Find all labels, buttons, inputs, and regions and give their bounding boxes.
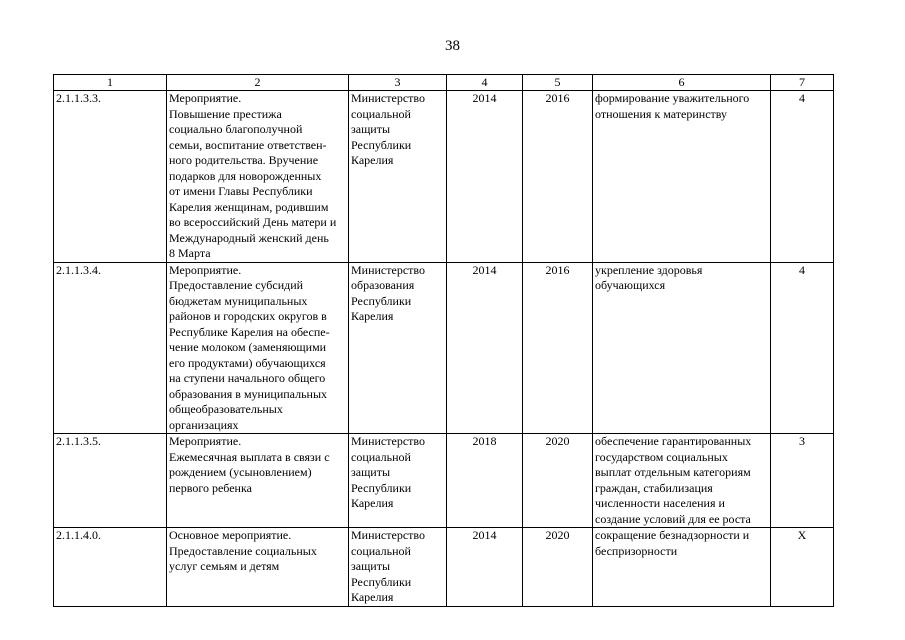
code-cell: 2.1.1.3.5. <box>54 434 167 528</box>
event-cell: Мероприятие. Предоставление субсидий бюджетам муниципальных районов и городских округов в Республике Карелия на обеспе- чение молоком (заменяющими его продуктами) обучающихся на ступени начального общего образования в муниципальных общеобразовательных организациях <box>167 262 349 434</box>
page-number: 38 <box>445 38 460 54</box>
table-row <box>54 91 834 263</box>
header-cell: 2 <box>167 75 349 91</box>
table-row <box>54 262 834 434</box>
start-year-cell: 2014 <box>447 528 523 607</box>
header-cell: 3 <box>349 75 447 91</box>
table-row <box>54 434 834 528</box>
indicator-cell: Х <box>771 528 834 607</box>
start-year-cell: 2014 <box>447 262 523 434</box>
header-cell: 5 <box>523 75 593 91</box>
header-cell: 6 <box>593 75 771 91</box>
start-year-cell: 2014 <box>447 91 523 263</box>
header-cell: 7 <box>771 75 834 91</box>
executor-cell: Министерство социальной защиты Республики Карелия <box>349 91 447 263</box>
end-year-cell: 2016 <box>523 262 593 434</box>
table-header-row <box>54 75 834 91</box>
event-cell: Основное мероприятие. Предоставление социальных услуг семьям и детям <box>167 528 349 607</box>
table-row <box>54 528 834 607</box>
start-year-cell: 2018 <box>447 434 523 528</box>
executor-cell: Министерство образования Республики Карелия <box>349 262 447 434</box>
result-cell: формирование уважительного отношения к материнству <box>593 91 771 263</box>
code-cell: 2.1.1.4.0. <box>54 528 167 607</box>
program-measures-table <box>53 74 834 607</box>
indicator-cell: 4 <box>771 91 834 263</box>
result-cell: укрепление здоровья обучающихся <box>593 262 771 434</box>
end-year-cell: 2020 <box>523 528 593 607</box>
header-cell: 4 <box>447 75 523 91</box>
event-cell: Мероприятие. Ежемесячная выплата в связи с рождением (усыновлением) первого ребенка <box>167 434 349 528</box>
end-year-cell: 2020 <box>523 434 593 528</box>
end-year-cell: 2016 <box>523 91 593 263</box>
indicator-cell: 4 <box>771 262 834 434</box>
code-cell: 2.1.1.3.3. <box>54 91 167 263</box>
executor-cell: Министерство социальной защиты Республики Карелия <box>349 434 447 528</box>
code-cell: 2.1.1.3.4. <box>54 262 167 434</box>
indicator-cell: 3 <box>771 434 834 528</box>
result-cell: обеспечение гарантированных государством социальных выплат отдельным категориям граждан, стабилизация численности населения и создание условий для ее роста <box>593 434 771 528</box>
header-cell: 1 <box>54 75 167 91</box>
executor-cell: Министерство социальной защиты Республики Карелия <box>349 528 447 607</box>
result-cell: сокращение безнадзорности и беспризорности <box>593 528 771 607</box>
event-cell: Мероприятие. Повышение престижа социально благополучной семьи, воспитание ответствен- ного родительства. Вручение подарков для новорожденных от имени Главы Республики Карелия женщинам, родившим во всероссийский День матери и Международный женский день 8 Марта <box>167 91 349 263</box>
